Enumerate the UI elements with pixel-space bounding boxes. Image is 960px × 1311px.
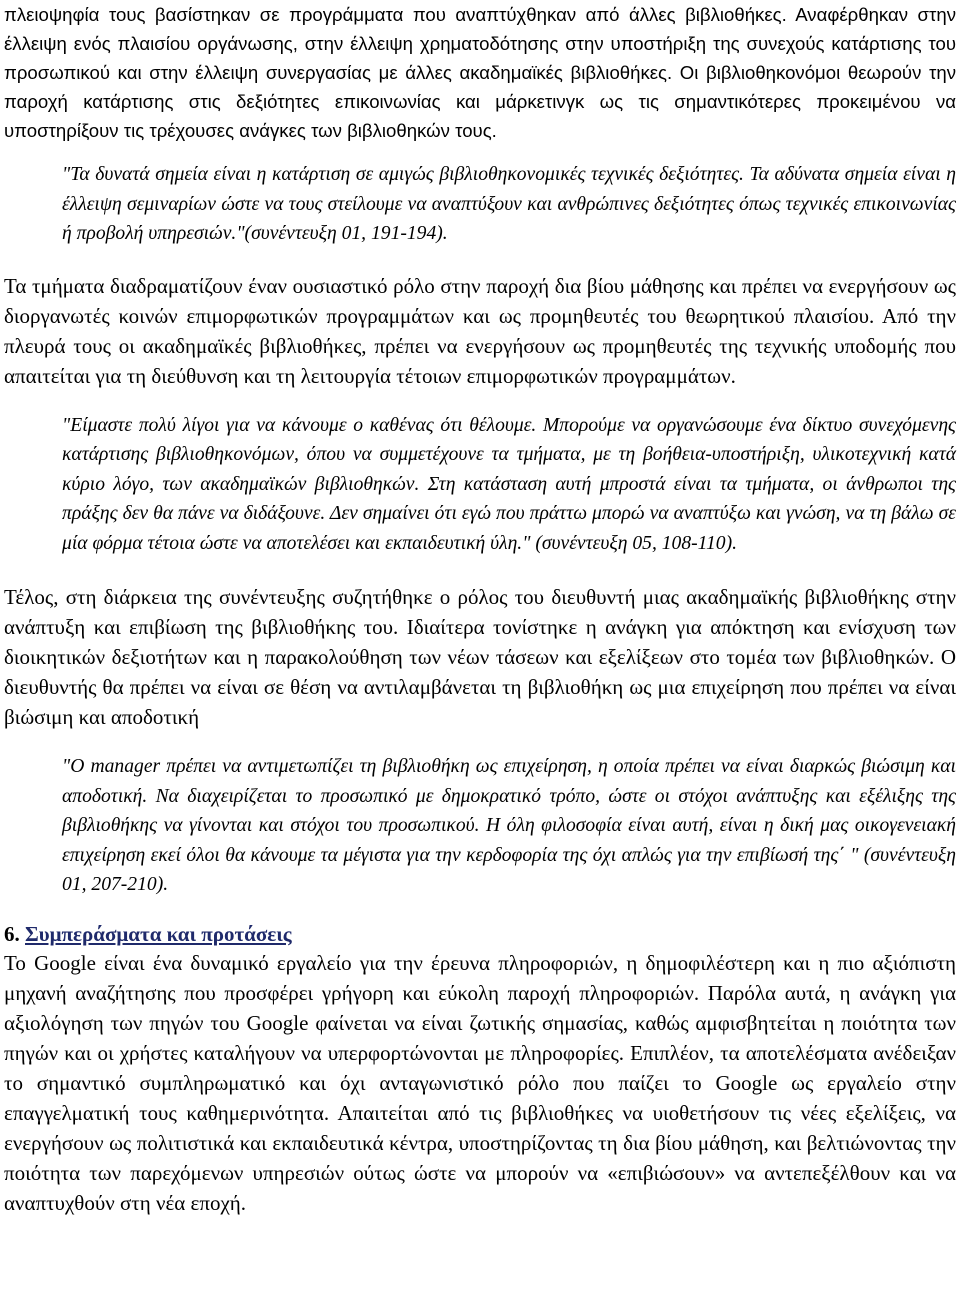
departments-paragraph: Τα τμήματα διαδραματίζουν έναν ουσιαστικό ρόλο στην παροχή δια βίου μάθησης και πρέπει να ενεργήσουν ως διοργανωτές κοινών επιμορφωτικών προγραμμάτων και ως προμηθευτές του θεωρητικού πλαισίου. Από την πλευρά τους οι ακαδημαϊκές βιβλιοθήκες, πρέπει να ενεργήσουν ως προμηθευτές της τεχνικής υποδομής που απαιτείται για τη διεύθυνση και τη λειτουργία τέτοιων επιμορφωτικών προγραμμάτων.	[4, 273, 956, 388]
director-role-paragraph: Τέλος, στη διάρκεια της συνέντευξης συζητήθηκε ο ρόλος του διευθυντή μιας ακαδημαϊκής βιβλιοθήκης στην ανάπτυξη και επιβίωση της βιβλιοθήκης του. Ιδιαίτερα τονίστηκε η ανάγκη για απόκτηση και ενίσχυση των διοικητικών δεξιοτήτων και η παρακολούθηση των νέων τάσεων και εξελίξεων στο τομέα των βιβλιοθηκών. Ο διευθυντής θα πρέπει να είναι σε θέση να αντιλαμβάνεται τη βιβλιοθήκη ως μια επιχείρηση που πρέπει να είναι βιώσιμη και αποδοτική	[4, 585, 956, 729]
interview-quote-3: "Ο manager πρέπει να αντιμετωπίζει τη βιβλιοθήκη ως επιχείρηση, η οποία πρέπει να είναι διαρκώς βιώσιμη και αποδοτική. Να διαχειρίζεται το προσωπικό με δημοκρατικό τρόπο, ώστε οι στόχοι ανάπτυξης και εξέλιξης της βιβλιοθήκης να γίνονται και στόχοι του προσωπικού. Η όλη φιλοσοφία είναι αυτή, είναι η δική μας οικογενειακή επιχείρηση εκεί όλοι θα κάνουμε τα μέγιστα για την κερδοφορία της όχι απλώς για την επιβίωσή της΄ " (συνέντευξη 01, 207-210).	[62, 756, 956, 895]
intro-paragraph: πλειοψηφία τους βασίστηκαν σε προγράμματα που αναπτύχθηκαν από άλλες βιβλιοθήκες. Αναφέρθηκαν στην έλλειψη ενός πλαισίου οργάνωσης, στην έλλειψη χρηματοδότησης στην υποστήριξη της συνεχούς κατάρτισης του προσωπικού και στην έλλειψη συνεργασίας με άλλες ακαδημαϊκές βιβλιοθήκες. Οι βιβλιοθηκονόμοι θεωρούν την παροχή κατάρτισης στις δεξιότητες επικοινωνίας και μάρκετινγκ ως τις σημαντικότερες προκειμένου να υποστηρίξουν τις τρέχουσες ανάγκες των βιβλιοθηκών τους.	[4, 4, 956, 141]
interview-quote-1: "Τα δυνατά σημεία είναι η κατάρτιση σε αμιγώς βιβλιοθηκονομικές τεχνικές δεξιότητες. Τα αδύνατα σημεία είναι η έλλειψη σεμιναρίων ώστε να τους στείλουμε να αναπτύξουν και ανθρώπινες δεξιότητες όπως τεχνικές επικοινωνίας ή προβολή υπηρεσιών."(συνέντευξη 01, 191-194).	[62, 164, 956, 244]
conclusions-paragraph: Το Google είναι ένα δυναμικό εργαλείο για την έρευνα πληροφοριών, η δημοφιλέστερη και η πιο αξιόπιστη μηχανή αναζήτησης που προσφέρει γρήγορη και εύκολη παροχή πληροφοριών. Παρόλα αυτά, η ανάγκη για αξιολόγηση των πηγών του Google φαίνεται να είναι ζωτικής σημασίας, καθώς αμφισβητείται η ποιότητα των πηγών και οι χρήστες καταλήγουν να υπερφορτώνονται με πληροφορίες. Επιπλέον, τα αποτελέσματα ανέδειξαν το σημαντικό συμπληρωματικό και όχι ανταγωνιστικό ρόλο που παίζει το Google ως εργαλείο στην επαγγελματική τους καθημερινότητα. Απαιτείται από τις βιβλιοθήκες να υιοθετήσουν τις νέες εξελίξεις, να ενεργήσουν ως πολιτιστικά και εκπαιδευτικά κέντρα, υποστηρίζοντας τη δια βίου μάθηση, και βελτιώνοντας την ποιότητα των παρεχόμενων υπηρεσιών ούτως ώστε να μπορούν να «επιβιώσουν» να αντεπεξέλθουν και να αναπτυχθούν στη νέα εποχή.	[4, 950, 956, 1215]
section-title: Συμπεράσματα και προτάσεις	[25, 921, 292, 946]
document-page	[4, 0, 956, 1218]
section-heading	[4, 920, 956, 948]
section-number: 6.	[4, 921, 20, 946]
interview-quote-2: "Είμαστε πολύ λίγοι για να κάνουμε ο καθένας ότι θέλουμε. Μπορούμε να οργανώσουμε ένα δίκτυο συνεχόμενης κατάρτισης βιβλιοθηκονόμων, όπου να συμμετέχουνε τα τμήματα, με τη βοήθεια-υποστήριξη, υλικοτεχνική κατά κύριο λόγο, των ακαδημαϊκών βιβλιοθηκών. Στη κατάσταση αυτή μπροστά είναι τα τμήματα, οι άνθρωποι της πράξης δεν θα πάνε να διδάξουνε. Δεν σημαίνει ότι εγώ που πράττω μπορώ να αναπτύξω και γνώση, να τη βάλω σε μία φόρμα τέτοια ώστε να αποτελέσει και εκπαιδευτική ύλη." (συνέντευξη 05, 108-110).	[62, 414, 956, 554]
